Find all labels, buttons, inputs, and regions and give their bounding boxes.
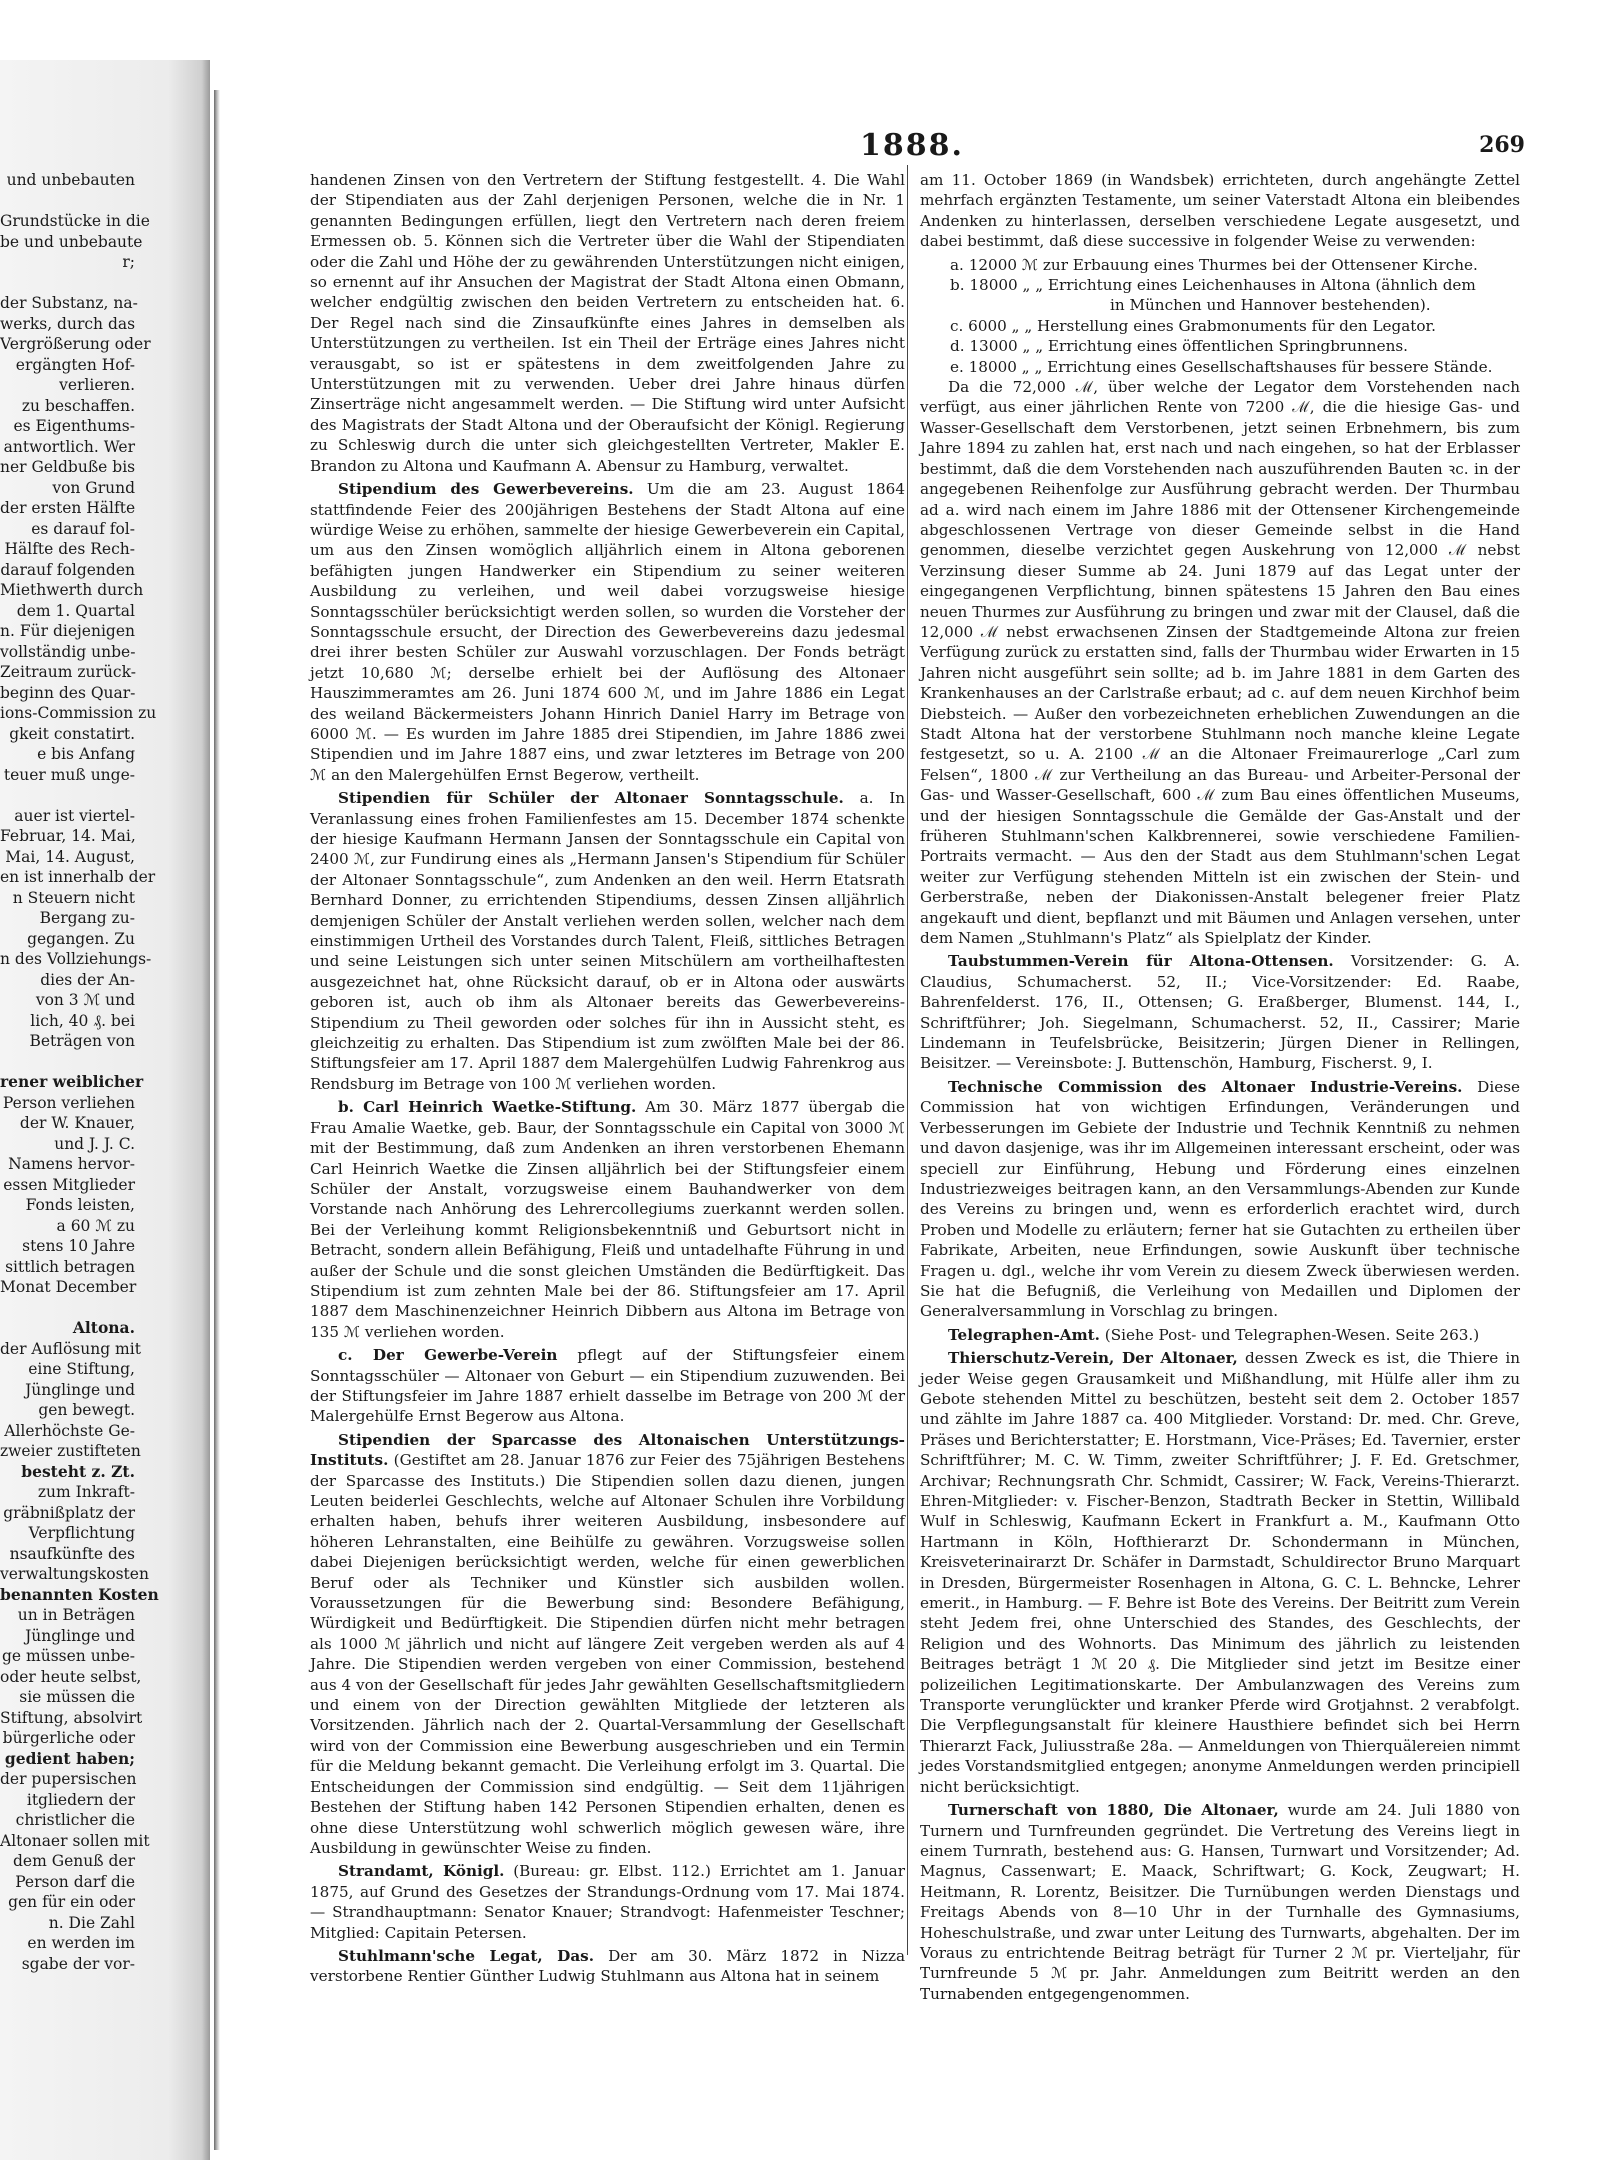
fragment-line: der W. Knauer, [19,1114,135,1132]
entry-body: pflegt auf der Stiftungsfeier einem Sonntagsschüler — Altonaer von Geburt — ein Stipendium zuzuwenden. Bei der Stiftungsfeier im Jahre 1887 erhielt dasselbe im Betrage von 200 ℳ der Malergehülfe Ernst Begerow aus Altona. [310,1346,905,1426]
fragment-line: teuer muß unge- [3,765,135,784]
bequest-item [920,255,1520,275]
fragment-line [0,785,135,806]
fragment-line: ge müssen unbe- [2,1647,135,1665]
fragment-line: dem Genuß der [12,1852,135,1870]
bequest-label: d. 13000 „ „ Errichtung eines öffentlichen Springbrunnens. [950,337,1408,356]
fragment-line: n Steuern nicht [12,888,135,907]
entry-heading: Technische Commission des Altonaer Industrie-Vereins. [948,1077,1463,1096]
bequest-label: c. 6000 „ „ Herstellung eines Grabmonuments für den Legator. [950,316,1436,335]
legacy-intro-paragraph: am 11. October 1869 (in Wandsbek) errichteten, durch angehängte Zettel mehrfach ergänzten Testamente, um seiner Vaterstadt Altona ein bleibendes Andenken zu hinterlassen, derselben verschiedene Legate ausgesetzt, und dabei bestimmt, daß diese successive in folgender Weise zu verwenden: [920,171,1520,251]
fragment-line: dies der An- [40,970,135,989]
entry-paragraph [310,1946,905,1987]
fragment-line: eine Stiftung, [28,1360,135,1378]
fragment-line: auer ist viertel- [14,806,135,825]
fragment-line: Altona. [72,1318,135,1337]
fragment-line: Verpflichtung [28,1524,135,1542]
entry-heading: Stipendium des Gewerbevereins. [338,480,634,499]
fragment-line: n des Vollziehungs- [0,950,152,968]
left-text-column [310,170,905,1990]
entry-body: a. In Veranlassung eines frohen Familienfestes am 15. December 1874 schenkte der hiesige Kaufmann Hermann Jansen der Sonntagsschule ein Capital von 2400 ℳ, zur Fundirung eines als „Hermann Jansen's Stipendium für Schüler der Altonaer Sonntagsschule“, zum Andenken an den weil. Herrn Etatsrath Bernhard Donner, zu errichtenden Stipendiums, dessen Zinsen alljährlich demjenigen Schüler der Anstalt verliehen werden sollen, welcher nach dem einstimmigen Urtheil des Vorstandes durch Talent, Fleiß, sittliches Betragen und seine Leistungen sich unter seinen Mitschülern am vortheilhaftesten ausgezeichnet hat, ohne Rücksicht darauf, ob er in Altona oder auswärts geboren ist, auch ob ihm als Altonaer bereits das Gewerbevereins-Stipendium zu Theil geworden oder solches für ihn in Aussicht steht, es gleichzeitig zu erhalten. Das Stipendium ist zum zwölften Male bei der 86. Stiftungsfeier am 17. April 1887 dem Malergehülfen Ludwig Fahrenkrog aus Rendsburg im Betrage von 100 ℳ verliehen worden. [310,789,905,1093]
fragment-line: e bis Anfang [37,745,135,763]
fragment-line: Bergang zu- [39,909,135,927]
fragment-line: gräbnißplatz der [3,1503,135,1522]
fragment-line: Jünglinge und [25,1380,135,1399]
bequest-item [920,336,1520,356]
bequest-label: e. 18000 „ „ Errichtung eines Gesellschaftshauses für bessere Stände. [950,357,1493,376]
fragment-line: oder heute selbst, [0,1667,142,1686]
fragment-line: un in Beträgen [17,1606,135,1624]
entry-body: dessen Zweck es ist, die Thiere in jeder Weise gegen Grausamkeit und Mißhandlung, mit Hülfe aller ihm zu Gebote stehenden Mittel zu beschützen, besteht seit dem 2. October 1857 und zählte im Jahre 1887 ca. 400 Mitglieder. Vorstand: Dr. med. Chr. Greve, Präses und Berichterstatter; E. Horstmann, Vice-Präses; Ed. Tavernier, erster Schriftführer; M. C. W. Timm, zweiter Schriftführer; J. F. Ed. Gretschmer, Archivar; Rechnungsrath Chr. Schmidt, Cassirer; W. Fack, Vereins-Thierarzt. Ehren-Mitglieder: v. Fischer-Benzon, Stadtrath Becker in Stettin, Willibald Wulf in Schleswig, Kaufmann Eckert in Frankfurt a. M., Kaufmann Otto Hartmann in Köln, Hofthierarzt Dr. Schondermann in München, Kreisveterinairarzt Dr. Schäfer in Darmstadt, Schuldirector Bruno Marquart in Dresden, Bürgermeister Rosenhagen in Altona, G. C. L. Behncke, Lehrer emerit., in Hamburg. — F. Behre ist Bote des Vereins. Der Beitritt zum Verein steht Jedem frei, ohne Unterschied des Standes, des Geschlechts, der Religion und des Wohnorts. Das Minimum des jährlich zu leistenden Beitrages beträgt 1 ℳ 20 ₰. Die Mitglieder sind jetzt im Besitze einer polizeilichen Legitimationskarte. Der Ambulanzwagen des Vereins zum Transporte verunglückter und kranker Pferde wird Grotjahnst. 2 verabfolgt. Die Verpflegungsanstalt für kleinere Hausthiere befindet sich bei Herrn Thierarzt Fack, Juliusstraße 28a. — Anmeldungen von Thierquälereien nimmt jedes Vorstandsmitglied entgegen; anonyme Anmeldungen werden principiell nicht berücksichtigt. [920,1349,1520,1796]
fragment-line: gen für ein oder [8,1893,135,1911]
bequest-label: a. 12000 ℳ zur Erbauung eines Thurmes bei der Ottensener Kirche. [950,255,1478,274]
entry-paragraph [920,377,1520,948]
entry-body: Vorsitzender: G. A. Claudius, Schumacherst. 52, II.; Vice-Vorsitzender: Ed. Raabe, Bahrenfelderst. 176, II., Ottensen; G. Eraßberger, Blumenst. 144, I., Schriftführer; Joh. Siegelmann, Schumacherst. 52, II., Cassirer; Marie Lindemann in Teufelsbrücke, Beisitzerin; Jürgen Diener in Rellingen, Beisitzer. — Vereinsbote: J. Buttenschön, Hamburg, Fischerst. 9, I. [920,952,1520,1073]
fragment-line [0,1052,135,1073]
fragment-line: sgabe der vor- [21,1954,135,1973]
fragment-line: Fonds leisten, [25,1196,135,1214]
page-header [300,128,1525,168]
fragment-line: benannten Kosten [0,1584,159,1604]
entry-heading: Stipendien der Sparcasse des Altonaischen Unterstützungs-Instituts. [310,1430,905,1470]
fragment-line: en ist innerhalb der [0,868,156,886]
fragment-line: en werden im [27,1934,135,1952]
entry-heading: Telegraphen-Amt. [948,1325,1100,1344]
fragment-line: nsaufkünfte des [9,1544,135,1563]
fragment-line: zum Inkraft- [37,1483,135,1501]
bequest-list [920,255,1520,377]
fragment-line: von Grund [52,478,135,497]
fragment-line: ner Geldbuße bis [0,458,136,476]
fragment-line: Allerhöchste Ge- [4,1421,135,1440]
fragment-line: Person verliehen [2,1093,135,1112]
book-fold-shadow [214,90,220,2150]
entry-paragraph [920,1077,1520,1322]
entry-body: Um die am 23. August 1864 stattfindende Feier des 200jährigen Bestehens der Stadt Altona auf eine würdige Weise zu erhöhen, sammelte der hiesige Gewerbeverein ein Capital, um aus den Zinsen womöglich alljährlich einem in Altona geborenen befähigten jungen Handwerker ein Stipendium zu seiner weiteren Ausbildung zu verleihen, und weil dabei vorzugsweise hiesige Sonntagsschüler berücksichtigt werden sollen, so wurden die Vorsteher der Sonntagsschule ersucht, der Direction des Gewerbevereins dazu jedesmal drei ihrer besten Schüler zur Auswahl vorzuschlagen. Der Fonds beträgt jetzt 10,680 ℳ; derselbe erhielt bei der Auflösung des Altonaer Hauszimmeramtes am 26. Juni 1874 600 ℳ, und im Jahre 1886 ein Legat des weiland Bäckermeisters Johann Hinrich Daniel Harry im Betrage von 6000 ℳ. — Es wurden im Jahre 1885 drei Stipendien, im Jahre 1886 zwei Stipendien und im Jahre 1887 eins, und zwar letzteres im Betrage von 200 ℳ an den Malergehülfen Ernst Begerow, vertheilt. [310,480,905,784]
fragment-line [0,1298,135,1319]
fragment-line: Zeitraum zurück- [0,663,136,681]
fragment-line: ions-Commission zu [0,704,157,722]
fragment-line: sittlich betragen [5,1257,135,1276]
entry-heading: Stipendien für Schüler der Altonaer Sonntagsschule. [338,789,844,808]
entry-heading: Strandamt, Königl. [338,1862,505,1881]
fragment-line: Person darf die [15,1872,135,1891]
fragment-line: beginn des Quar- [0,683,136,702]
fragment-line: ergängten Hof- [15,355,135,374]
right-column-entries [920,377,1520,2004]
fragment-line: es darauf fol- [31,519,135,538]
bequest-continuation: in München und Hannover bestehenden). [1110,296,1431,315]
fragment-line: stens 10 Jahre [22,1237,135,1255]
fragment-line: n. Die Zahl [48,1913,135,1932]
fragment-line: a 60 ℳ zu [56,1216,135,1235]
fragment-line: der Auflösung mit [0,1339,141,1358]
fragment-line: Miethwerth durch [0,581,144,599]
fragment-line: essen Mitglieder [3,1175,135,1194]
fragment-line: besteht z. Zt. [21,1461,135,1481]
fragment-line: gegangen. Zu [27,929,135,948]
entry-paragraph [310,1430,905,1859]
fragment-line: Grundstücke in die [0,212,150,230]
fragment-line: sie müssen die [19,1688,135,1706]
fragment-line [0,191,135,212]
fragment-line: gen bewegt. [38,1401,135,1419]
entry-heading: c. Der Gewerbe-Verein [338,1346,558,1365]
fragment-line: gkeit constatirt. [9,724,135,743]
entry-paragraph [920,1800,1520,2004]
fragment-line: von 3 ℳ und [35,991,135,1009]
bequest-label: b. 18000 „ „ Errichtung eines Leichenhauses in Altona (ähnlich dem [950,276,1476,295]
entry-heading: Stuhlmann'sche Legat, Das. [338,1946,595,1965]
fragment-line: antwortlich. Wer [3,437,135,456]
entry-paragraph [920,951,1520,1073]
fragment-line: werks, durch das [0,314,136,333]
entry-body: handenen Zinsen von den Vertretern der Stiftung festgestellt. 4. Die Wahl der Stipendiaten aus der Zahl derjenigen Personen, welche die in Nr. 1 genannten Bedingungen erfüllen, liegt den Vertretern nach deren freiem Ermessen ob. 5. Können sich die Vertreter über die Wahl der Stipendiaten oder die Zahl und Höhe der zu gewährenden Unterstützungen nicht einigen, so ernennt auf ihr Ansuchen der Magistrat der Stadt Altona einen Obmann, welcher endgültig zwischen den beiden Vertretern zu entscheiden hat. 6. Der Regel nach sind die Zinsaufkünfte eines Jahres in demselben als Unterstützungen zu vertheilen. Ist ein Theil der Erträge eines Jahres nicht verausgabt, so ist er spätestens in dem zweitfolgenden Jahre zu Unterstützungen mit zu verwenden. Ueber drei Jahre hinaus dürfen Zinserträge nicht angesammelt werden. — Die Stiftung wird unter Aufsicht des Magistrats der Stadt Altona und der Oberaufsicht der Königl. Regierung zu Schleswig durch die unter sich gleichgestellten Vertreter, Makler E. Brandon zu Altona und Kaufmann A. Abensur zu Hamburg, verwaltet. [310,171,905,475]
fragment-line: es Eigenthums- [13,417,135,435]
bequest-item [920,357,1520,377]
entry-body: Da die 72,000 ℳ, über welche der Legator dem Vorstehenden nach verfügt, aus einer jährlichen Rente von 7200 ℳ, die die hiesige Gas- und Wasser-Gesellschaft dem Verstorbenen, jetzt seinen Erbnehmern, bis zum Jahre 1894 zu zahlen hat, erst nach und nach eingehen, so hat der Erblasser bestimmt, daß die dem Vorstehenden nach auszuführenden Bauten ꝛc. in der angegebenen Reihenfolge zur Ausführung gebracht werden. Der Thurmbau ad a. wird nach einem im Jahre 1886 mit der Ottensener Kirchengemeinde abgeschlossenen Vertrage von dieser Gemeinde selbst in die Hand genommen, dieselbe verzichtet gegen Auskehrung von 12,000 ℳ nebst Verzinsung dieser Summe ab 24. Juni 1879 auf das Legat unter der eingegangenen Verpflichtung, binnen spätestens 15 Jahren den Bau eines neuen Thurmes zur Ausführung zu bringen und zwar mit der Clausel, daß die 12,000 ℳ nebst erwachsenen Zinsen der Stadtgemeinde Altona zur freien Verfügung zurück zu erstatten sind, falls der Thurmbau wider Erwarten in 15 Jahren nicht ausgeführt sein sollte; ad b. im Jahre 1881 in dem Garten des Krankenhauses an der Carlstraße erbaut; ad c. auf dem neuen Kirchhof beim Diebsteich. — Außer den vorbezeichneten erheblichen Zuwendungen an die Stadt Altona hat der verstorbene Stuhlmann noch manche kleine Legate festgesetzt, so u. A. 2100 ℳ an die Altonaer Freimaurerloge „Carl zum Felsen“, 1800 ℳ zur Vertheilung an das Bureau- und Arbeiter-Personal der Gas- und Wasser-Gesellschaft, 600 ℳ zum Bau eines öffentlichen Museums, und der hiesigen Sonntagsschule die Gemälde der Gas-Anstalt und der früheren Stuhlmann'schen Kalkbrennerei, sowie verschiedene Familien-Portraits vermacht. — Aus den der Stadt aus dem Stuhlmann'schen Legat weiter zur Verfügung stehenden Mitteln ist ein zwischen der Stein- und Gerberstraße, neben der Diakonissen-Anstalt belegener freier Platz angekauft und dient, bepflanzt und mit Bäumen und Anlagen versehen, unter dem Namen „Stuhlmann's Platz“ als Spielplatz der Kinder. [920,378,1520,948]
fragment-line: Hälfte des Rech- [4,540,135,558]
fragment-line: itgliedern der [26,1790,135,1809]
entry-paragraph [310,1861,905,1943]
entry-paragraph [920,1348,1520,1797]
bequest-item [920,316,1520,336]
entry-heading: b. Carl Heinrich Waetke-Stiftung. [338,1098,637,1117]
fragment-line: gedient haben; [4,1748,135,1768]
entry-body: (Bureau: gr. Elbst. 112.) Errichtet am 1. Januar 1875, auf Grund des Gesetzes der Strandungs-Ordnung vom 17. Mai 1874. — Strandhauptmann: Senator Knauer; Strandvogt: Hafenmeister Teschner; Mitglied: Capitain Petersen. [310,1862,905,1942]
right-text-column [920,170,1520,2007]
fragment-line: Altonaer sollen mit [0,1831,150,1850]
entry-heading: Thierschutz-Verein, Der Altonaer, [948,1349,1238,1368]
entry-heading: Taubstummen-Verein für Altona-Ottensen. [948,952,1334,971]
column-divider [907,165,908,1955]
entry-paragraph [310,1097,905,1342]
fragment-line: der ersten Hälfte [0,499,136,517]
fragment-line: christlicher die [15,1811,135,1829]
entry-paragraph [310,1345,905,1427]
fragment-line: vollständig unbe- [0,642,136,661]
fragment-line: und J. J. C. [54,1134,135,1153]
fragment-line: n. Für diejenigen [0,622,135,640]
fragment-line: lich, 40 ₰. bei [30,1011,135,1030]
fragment-line: zweier zustifteten [0,1442,141,1460]
fragment-line: r; [122,253,135,271]
entry-body: (Gestiftet am 28. Januar 1876 zur Feier des 75jährigen Bestehens der Sparcasse des Instituts.) Die Stipendien sollen dazu dienen, jungen Leuten beiderlei Geschlechts, welche auf Altonaer Schulen ihre Vorbildung erhalten haben, behufs ihrer weiteren Ausbildung, insbesondere auf höheren Lehranstalten, eine Beihülfe zu gewähren. Vorzugsweise sollen dabei Diejenigen berücksichtigt werden, welche für einen gewerblichen Beruf oder als Techniker und Künstler sich ausbilden wollen. Voraussetzungen für die Bewerbung sind: Besondere Befähigung, Würdigkeit und Bedürftigkeit. Die Stipendien dürfen nicht mehr betragen als 1000 ℳ jährlich und nicht auf längere Zeit vergeben werden als auf 4 Jahre. Die Stipendien werden vergeben von einer Commission, bestehend aus 4 von der Gesellschaft für jedes Jahr gewählten Gesellschaftsmitgliedern und einem von der Direction gewählten Mitgliede der letzteren als Vorsitzenden. Jährlich nach der 2. Quartal-Versammlung der Gesellschaft wird von der Commission eine Bewerbung ausgeschrieben und ein Termin für die Meldung bekannt gemacht. Die Verleihung erfolgt im 3. Quartal. Die Entscheidungen der Commission sind endgültig. — Seit dem 11jährigen Bestehen der Stiftung haben 142 Personen Stipendien erhalten, denen es ohne diese Unterstützung wohl schwerlich möglich gewesen wäre, ihre Ausbildung in gewünschter Weise zu finden. [310,1451,905,1857]
entry-paragraph [310,479,905,785]
entry-body: (Siehe Post- und Telegraphen-Wesen. Seite 263.) [1099,1325,1480,1344]
entry-paragraph [310,170,905,476]
fragment-line: dem 1. Quartal [16,601,135,620]
fragment-line: darauf folgenden [0,560,135,579]
fragment-line: Monat December [0,1278,137,1296]
page-number: 269 [1479,132,1525,158]
fragment-line: Mai, 14. August, [5,847,135,866]
fragment-line: der pupersischen [0,1770,137,1788]
entry-body: Am 30. März 1877 übergab die Frau Amalie Waetke, geb. Baur, der Sonntagsschule ein Capital von 3000 ℳ mit der Bestimmung, daß zum Andenken an ihren verstorbenen Ehemann Carl Heinrich Waetke die Zinsen alljährlich bei der Stiftungsfeier einem Schüler der Anstalt, vorzugsweise einem Bauhandwerker von dem Vorstande nach Anhörung des Lehrercollegiums zuerkannt werden sollen. Bei der Verleihung kommt Religionsbekenntniß und Geburtsort nicht in Betracht, sondern allein Befähigung, Fleiß und untadelhafte Führung in und außer der Schule und die sonst gleichen Umständen die Bedürftigkeit. Das Stipendium ist zum zehnten Male bei der 86. Stiftungsfeier am 17. April 1887 dem Maschinenzeichner Heinrich Dibbern aus Altona im Betrage von 135 ℳ verliehen worden. [310,1098,906,1341]
fragment-line: der Substanz, na- [0,294,138,312]
fragment-line: zu beschaffen. [21,396,135,415]
fragment-line [0,273,135,294]
entry-paragraph [310,788,905,1094]
entry-body: Der am 30. März 1872 in Nizza verstorbene Rentier Günther Ludwig Stuhlmann aus Altona hat in seinem [310,1946,905,1986]
bequest-item [920,275,1520,316]
fragment-line: verwaltungskosten [0,1565,149,1583]
fragment-line: rener weiblicher [0,1072,144,1091]
fragment-line: be und unbebaute [0,232,143,251]
fragment-line: Februar, 14. Mai, [0,827,136,845]
fragment-line: Namens hervor- [8,1155,135,1173]
entry-paragraph [920,1325,1520,1345]
entry-heading: Turnerschaft von 1880, Die Altonaer, [948,1801,1279,1820]
fragment-line: und unbebauten [6,171,135,189]
fragment-line: bürgerliche oder [2,1729,135,1747]
fragment-line: Vergrößerung oder [0,335,151,353]
fragment-line: verlieren. [59,376,135,394]
entry-body: Diese Commission hat von wichtigen Erfindungen, Veränderungen und Verbesserungen im Gebiete der Industrie und Technik Kenntniß zu nehmen und davon dasjenige, was ihr im Allgemeinen interessant erscheint, oder was speciell zur Einführung, Hebung und Förderung eines einzelnen Industriezweiges beitragen kann, an den Versammlungs-Abenden zur Kunde des Vereins zu bringen und, wenn es erforderlich erachtet wird, durch Proben und Modelle zu erläutern; ferner hat sie Gutachten zu ertheilen über Fabrikate, Arbeiten, neue Erfindungen, sowie Auskunft über technische Fragen u. dgl., welche ihr vom Verein zu diesem Zweck überwiesen werden. Sie hat die Befugniß, die Verleihung von Medaillen und Diplomen der Generalversammlung in Vorschlag zu bringen. [920,1077,1520,1321]
previous-page-text-fragments [0,170,159,2130]
entry-body: wurde am 24. Juli 1880 von Turnern und Turnfreunden gegründet. Die Vertretung des Vereins liegt in einem Turnrath, bestehend aus: G. Hansen, Turnwart und Vorsitzender; Ad. Magnus, Cassenwart; E. Maack, Schriftwart; G. Kock, Zeugwart; H. Heitmann, R. Lorentz, Beisitzer. Die Turnübungen werden Dienstags und Freitags Abends von 8—10 Uhr in der Turnhalle des Gymnasiums, Hoheschulstraße, und zwar unter Leitung des Turnwarts, abgehalten. Der im Voraus zu entrichtende Beitrag beträgt für Turner 2 ℳ pr. Vierteljahr, für Turnfreunde 5 ℳ pr. Jahr. Anmeldungen zum Beitritt werden an den Turnabenden entgegengenommen. [920,1801,1520,2003]
page-year: 1888. [860,128,964,163]
fragment-line: Beträgen von [29,1032,135,1050]
fragment-line: Jünglinge und [25,1626,135,1645]
fragment-line: Stiftung, absolvirt [0,1708,143,1727]
